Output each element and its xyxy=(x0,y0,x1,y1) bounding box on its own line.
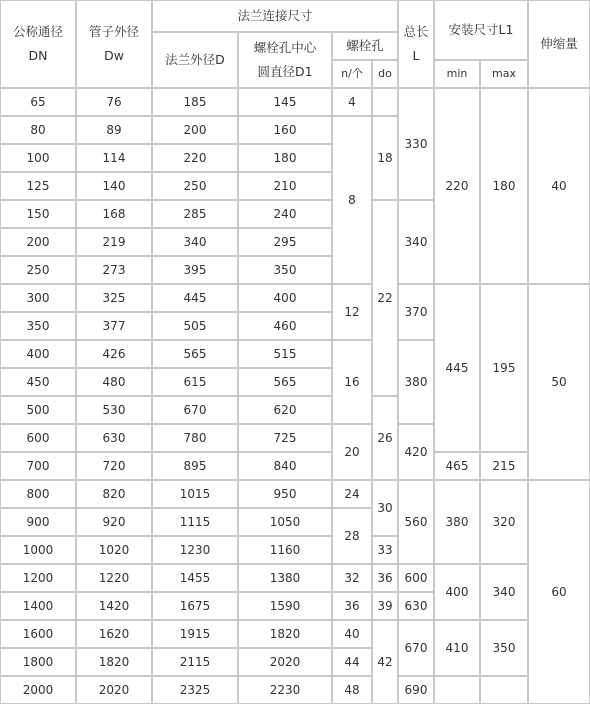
cell-d-value: 445 xyxy=(183,290,207,305)
header-bolt-do xyxy=(372,60,398,88)
cell-d xyxy=(152,396,238,424)
cell-dw-value: 720 xyxy=(102,458,126,473)
cell-d xyxy=(152,256,238,284)
cell-max xyxy=(480,564,528,620)
cell-d1 xyxy=(238,396,332,424)
cell-n-value: 24 xyxy=(344,486,360,501)
cell-d xyxy=(152,564,238,592)
cell-n xyxy=(332,592,372,620)
cell-dw-value: 377 xyxy=(102,318,126,333)
cell-d1 xyxy=(238,312,332,340)
cell-dn-value: 700 xyxy=(26,458,50,473)
cell-dw xyxy=(76,368,152,396)
cell-do-value: 36 xyxy=(377,570,393,585)
cell-max-value: 215 xyxy=(492,458,516,473)
cell-dw-value: 219 xyxy=(102,234,126,249)
cell-n-value: 48 xyxy=(344,682,360,697)
cell-dw-value: 2020 xyxy=(98,682,130,697)
cell-d xyxy=(152,172,238,200)
cell-d1-value: 2020 xyxy=(269,654,301,669)
cell-n-value: 36 xyxy=(344,598,360,613)
cell-dn xyxy=(0,340,76,368)
cell-n xyxy=(332,676,372,704)
cell-dn xyxy=(0,564,76,592)
cell-dw xyxy=(76,676,152,704)
cell-dn-value: 65 xyxy=(30,94,46,109)
cell-min-value: 400 xyxy=(445,584,469,599)
cell-do-value: 26 xyxy=(377,430,393,445)
cell-dw-value: 1020 xyxy=(98,542,130,557)
cell-dn xyxy=(0,620,76,648)
cell-dw-value: 630 xyxy=(102,430,126,445)
cell-dn-value: 1800 xyxy=(22,654,54,669)
cell-length xyxy=(398,88,434,200)
cell-d1-value: 515 xyxy=(273,346,297,361)
header-min xyxy=(434,60,480,88)
header-length xyxy=(398,0,434,88)
cell-expansion xyxy=(528,480,590,704)
cell-expansion-value: 50 xyxy=(551,374,567,389)
header-bolt-hole xyxy=(332,32,398,60)
cell-d1 xyxy=(238,116,332,144)
cell-max xyxy=(480,676,528,704)
cell-d-value: 780 xyxy=(183,430,207,445)
cell-d1-value: 295 xyxy=(273,234,297,249)
cell-length xyxy=(398,284,434,340)
cell-d xyxy=(152,536,238,564)
cell-dw xyxy=(76,284,152,312)
cell-dw-value: 1420 xyxy=(98,598,130,613)
cell-d-value: 1115 xyxy=(179,514,211,529)
cell-n xyxy=(332,424,372,480)
cell-length-value: 690 xyxy=(404,682,428,697)
cell-d1-value: 400 xyxy=(273,290,297,305)
cell-dn-value: 1600 xyxy=(22,626,54,641)
cell-d-value: 565 xyxy=(183,346,207,361)
cell-d1-value: 145 xyxy=(273,94,297,109)
cell-d1 xyxy=(238,536,332,564)
cell-n-value: 20 xyxy=(344,444,360,459)
cell-d1-value: 1160 xyxy=(269,542,301,557)
cell-d1 xyxy=(238,144,332,172)
cell-dw xyxy=(76,200,152,228)
cell-max xyxy=(480,452,528,480)
cell-n-value: 12 xyxy=(344,304,360,319)
cell-dn-value: 450 xyxy=(26,374,50,389)
cell-dw-value: 168 xyxy=(102,206,126,221)
header-dw-text: 管子外径 Dw xyxy=(88,24,139,63)
cell-d xyxy=(152,368,238,396)
cell-dw xyxy=(76,228,152,256)
cell-min-value: 410 xyxy=(445,640,469,655)
cell-n xyxy=(332,564,372,592)
cell-n xyxy=(332,116,372,284)
cell-n-value: 28 xyxy=(344,528,360,543)
cell-dw xyxy=(76,620,152,648)
cell-max xyxy=(480,480,528,564)
cell-dw xyxy=(76,340,152,368)
cell-n xyxy=(332,480,372,508)
cell-dw-value: 920 xyxy=(102,514,126,529)
cell-do-value: 33 xyxy=(377,542,393,557)
cell-d-value: 395 xyxy=(183,262,207,277)
header-bolt-do-text: do xyxy=(378,66,392,80)
header-bolt-circle-text: 螺栓孔中心 圆直径D1 xyxy=(253,40,317,79)
cell-dn xyxy=(0,284,76,312)
cell-d1-value: 210 xyxy=(273,178,297,193)
cell-dw xyxy=(76,88,152,116)
cell-dw xyxy=(76,480,152,508)
cell-d xyxy=(152,88,238,116)
cell-dn-value: 1200 xyxy=(22,570,54,585)
cell-d1 xyxy=(238,480,332,508)
cell-d1-value: 160 xyxy=(273,122,297,137)
cell-d-value: 895 xyxy=(183,458,207,473)
cell-dn xyxy=(0,256,76,284)
cell-dn xyxy=(0,88,76,116)
cell-min-value: 220 xyxy=(445,178,469,193)
cell-n xyxy=(332,340,372,424)
cell-dn xyxy=(0,452,76,480)
cell-d xyxy=(152,116,238,144)
cell-d1-value: 950 xyxy=(273,486,297,501)
cell-d1 xyxy=(238,368,332,396)
cell-n xyxy=(332,508,372,564)
cell-min xyxy=(434,564,480,620)
cell-d-value: 615 xyxy=(183,374,207,389)
cell-dw-value: 820 xyxy=(102,486,126,501)
cell-n-value: 16 xyxy=(344,374,360,389)
cell-dn-value: 400 xyxy=(26,346,50,361)
cell-dw xyxy=(76,564,152,592)
cell-dn-value: 200 xyxy=(26,234,50,249)
cell-dw xyxy=(76,116,152,144)
cell-d1 xyxy=(238,228,332,256)
cell-length-value: 340 xyxy=(404,234,428,249)
cell-d xyxy=(152,284,238,312)
cell-d1 xyxy=(238,508,332,536)
cell-do xyxy=(372,396,398,480)
header-length-text: 总长 L xyxy=(403,24,429,63)
cell-d xyxy=(152,452,238,480)
cell-d-value: 1675 xyxy=(179,598,211,613)
cell-length-value: 560 xyxy=(404,514,428,529)
cell-max-value: 195 xyxy=(492,360,516,375)
cell-dw xyxy=(76,312,152,340)
cell-d1 xyxy=(238,564,332,592)
cell-d xyxy=(152,200,238,228)
cell-do xyxy=(372,620,398,704)
header-max-text: max xyxy=(492,66,516,80)
cell-d1 xyxy=(238,676,332,704)
cell-dw xyxy=(76,144,152,172)
cell-d1-value: 350 xyxy=(273,262,297,277)
cell-min xyxy=(434,480,480,564)
cell-n-value: 44 xyxy=(344,654,360,669)
cell-d-value: 220 xyxy=(183,150,207,165)
cell-dn xyxy=(0,144,76,172)
header-expansion xyxy=(528,0,590,88)
cell-d1 xyxy=(238,88,332,116)
cell-max xyxy=(480,88,528,284)
cell-dn-value: 1400 xyxy=(22,598,54,613)
cell-length xyxy=(398,564,434,592)
cell-do-value: 42 xyxy=(377,654,393,669)
cell-d1-value: 240 xyxy=(273,206,297,221)
cell-dn-value: 250 xyxy=(26,262,50,277)
cell-max-value: 180 xyxy=(492,178,516,193)
cell-dn xyxy=(0,200,76,228)
cell-dn-value: 80 xyxy=(30,122,46,137)
cell-length-value: 330 xyxy=(404,136,428,151)
header-install-group-text: 安装尺寸L1 xyxy=(448,22,514,38)
cell-d-value: 505 xyxy=(183,318,207,333)
cell-dn-value: 150 xyxy=(26,206,50,221)
cell-length xyxy=(398,592,434,620)
cell-d xyxy=(152,480,238,508)
cell-dw-value: 273 xyxy=(102,262,126,277)
cell-d1-value: 1820 xyxy=(269,626,301,641)
cell-d xyxy=(152,312,238,340)
cell-d-value: 670 xyxy=(183,402,207,417)
cell-d1 xyxy=(238,256,332,284)
cell-do-value: 18 xyxy=(377,150,393,165)
cell-length xyxy=(398,424,434,480)
cell-dn-value: 600 xyxy=(26,430,50,445)
cell-min-value: 380 xyxy=(445,514,469,529)
cell-dn xyxy=(0,480,76,508)
cell-d-value: 1915 xyxy=(179,626,211,641)
cell-d xyxy=(152,592,238,620)
cell-d1-value: 620 xyxy=(273,402,297,417)
cell-expansion-value: 60 xyxy=(551,584,567,599)
cell-dn xyxy=(0,508,76,536)
cell-min xyxy=(434,452,480,480)
cell-min xyxy=(434,620,480,676)
cell-expansion-value: 40 xyxy=(551,178,567,193)
header-bolt-n xyxy=(332,60,372,88)
cell-n xyxy=(332,284,372,340)
cell-dw-value: 480 xyxy=(102,374,126,389)
cell-d1 xyxy=(238,172,332,200)
cell-d-value: 185 xyxy=(183,94,207,109)
cell-n-value: 4 xyxy=(348,94,356,109)
cell-dn xyxy=(0,424,76,452)
cell-d1-value: 1380 xyxy=(269,570,301,585)
cell-dn xyxy=(0,116,76,144)
cell-d1-value: 180 xyxy=(273,150,297,165)
header-flange-od-text: 法兰外径D xyxy=(165,52,225,68)
header-flange-group xyxy=(152,0,398,32)
cell-d1 xyxy=(238,648,332,676)
cell-dw-value: 426 xyxy=(102,346,126,361)
cell-min xyxy=(434,88,480,284)
cell-d-value: 285 xyxy=(183,206,207,221)
header-expansion-text: 伸缩量 xyxy=(540,36,578,52)
cell-length-value: 420 xyxy=(404,444,428,459)
cell-dw-value: 140 xyxy=(102,178,126,193)
cell-dw xyxy=(76,592,152,620)
header-flange-group-text: 法兰连接尺寸 xyxy=(237,8,313,24)
cell-dn xyxy=(0,592,76,620)
header-min-text: min xyxy=(446,66,468,80)
cell-expansion xyxy=(528,88,590,284)
cell-min-value: 445 xyxy=(445,360,469,375)
header-bolt-circle xyxy=(238,32,332,88)
cell-do xyxy=(372,592,398,620)
header-flange-od xyxy=(152,32,238,88)
cell-dw-value: 114 xyxy=(102,150,126,165)
cell-dn-value: 125 xyxy=(26,178,50,193)
header-dw xyxy=(76,0,152,88)
cell-dn-value: 800 xyxy=(26,486,50,501)
header-max xyxy=(480,60,528,88)
cell-n-value: 40 xyxy=(344,626,360,641)
cell-dn xyxy=(0,312,76,340)
cell-do-value: 30 xyxy=(377,500,393,515)
cell-max xyxy=(480,620,528,676)
header-install-group xyxy=(434,0,528,60)
cell-n xyxy=(332,88,372,116)
cell-d xyxy=(152,508,238,536)
cell-dw xyxy=(76,172,152,200)
cell-do xyxy=(372,88,398,116)
cell-d-value: 200 xyxy=(183,122,207,137)
header-dn xyxy=(0,0,76,88)
cell-dn xyxy=(0,172,76,200)
cell-dw-value: 1820 xyxy=(98,654,130,669)
cell-dn-value: 900 xyxy=(26,514,50,529)
cell-d xyxy=(152,144,238,172)
cell-d1 xyxy=(238,620,332,648)
cell-dw xyxy=(76,396,152,424)
cell-do-value: 22 xyxy=(377,290,393,305)
cell-n-value: 32 xyxy=(344,570,360,585)
cell-max-value: 350 xyxy=(492,640,516,655)
cell-dn-value: 300 xyxy=(26,290,50,305)
cell-dn xyxy=(0,368,76,396)
cell-d1 xyxy=(238,452,332,480)
cell-dn-value: 1000 xyxy=(22,542,54,557)
cell-dw xyxy=(76,452,152,480)
cell-dn-value: 2000 xyxy=(22,682,54,697)
header-dn-text: 公称通径 DN xyxy=(12,24,63,63)
cell-length xyxy=(398,200,434,284)
cell-dw xyxy=(76,424,152,452)
cell-dn xyxy=(0,536,76,564)
cell-dn xyxy=(0,396,76,424)
cell-dn xyxy=(0,648,76,676)
cell-dn-value: 350 xyxy=(26,318,50,333)
cell-d-value: 1230 xyxy=(179,542,211,557)
cell-d xyxy=(152,340,238,368)
cell-d xyxy=(152,228,238,256)
cell-min-value: 465 xyxy=(445,458,469,473)
cell-dw xyxy=(76,536,152,564)
header-bolt-n-text: n/个 xyxy=(341,66,363,80)
cell-do xyxy=(372,536,398,564)
cell-d1-value: 1050 xyxy=(269,514,301,529)
cell-d-value: 1455 xyxy=(179,570,211,585)
cell-d xyxy=(152,676,238,704)
cell-d1-value: 840 xyxy=(273,458,297,473)
cell-dw xyxy=(76,256,152,284)
cell-min xyxy=(434,284,480,452)
header-bolt-hole-text: 螺栓孔 xyxy=(346,38,384,54)
cell-max-value: 340 xyxy=(492,584,516,599)
cell-dw-value: 1220 xyxy=(98,570,130,585)
cell-dw-value: 76 xyxy=(106,94,122,109)
cell-dw-value: 1620 xyxy=(98,626,130,641)
cell-d1-value: 565 xyxy=(273,374,297,389)
cell-d xyxy=(152,620,238,648)
cell-length-value: 600 xyxy=(404,570,428,585)
cell-dn xyxy=(0,676,76,704)
cell-dw-value: 325 xyxy=(102,290,126,305)
cell-do xyxy=(372,116,398,200)
cell-dw xyxy=(76,508,152,536)
cell-d1 xyxy=(238,284,332,312)
cell-d1 xyxy=(238,424,332,452)
cell-max xyxy=(480,284,528,452)
cell-d xyxy=(152,424,238,452)
cell-d1 xyxy=(238,200,332,228)
cell-d1-value: 1590 xyxy=(269,598,301,613)
cell-dw xyxy=(76,648,152,676)
cell-do xyxy=(372,200,398,396)
cell-n xyxy=(332,620,372,648)
cell-length xyxy=(398,676,434,704)
cell-d-value: 2115 xyxy=(179,654,211,669)
cell-length xyxy=(398,620,434,676)
cell-d1-value: 2230 xyxy=(269,682,301,697)
cell-dw-value: 89 xyxy=(106,122,122,137)
cell-min xyxy=(434,676,480,704)
cell-do xyxy=(372,564,398,592)
cell-n xyxy=(332,648,372,676)
cell-max-value: 320 xyxy=(492,514,516,529)
cell-d-value: 340 xyxy=(183,234,207,249)
cell-d1 xyxy=(238,340,332,368)
cell-d-value: 1015 xyxy=(179,486,211,501)
cell-n-value: 8 xyxy=(348,192,356,207)
cell-d1-value: 725 xyxy=(273,430,297,445)
cell-d xyxy=(152,648,238,676)
cell-dn xyxy=(0,228,76,256)
cell-d1 xyxy=(238,592,332,620)
cell-d-value: 250 xyxy=(183,178,207,193)
cell-do-value: 39 xyxy=(377,598,393,613)
cell-d-value: 2325 xyxy=(179,682,211,697)
cell-expansion xyxy=(528,284,590,480)
cell-length-value: 370 xyxy=(404,304,428,319)
cell-length-value: 380 xyxy=(404,374,428,389)
cell-length-value: 670 xyxy=(404,640,428,655)
cell-length xyxy=(398,340,434,424)
cell-length xyxy=(398,480,434,564)
cell-dn-value: 500 xyxy=(26,402,50,417)
cell-length-value: 630 xyxy=(404,598,428,613)
cell-d1-value: 460 xyxy=(273,318,297,333)
cell-dn-value: 100 xyxy=(26,150,50,165)
cell-do xyxy=(372,480,398,536)
cell-dw-value: 530 xyxy=(102,402,126,417)
